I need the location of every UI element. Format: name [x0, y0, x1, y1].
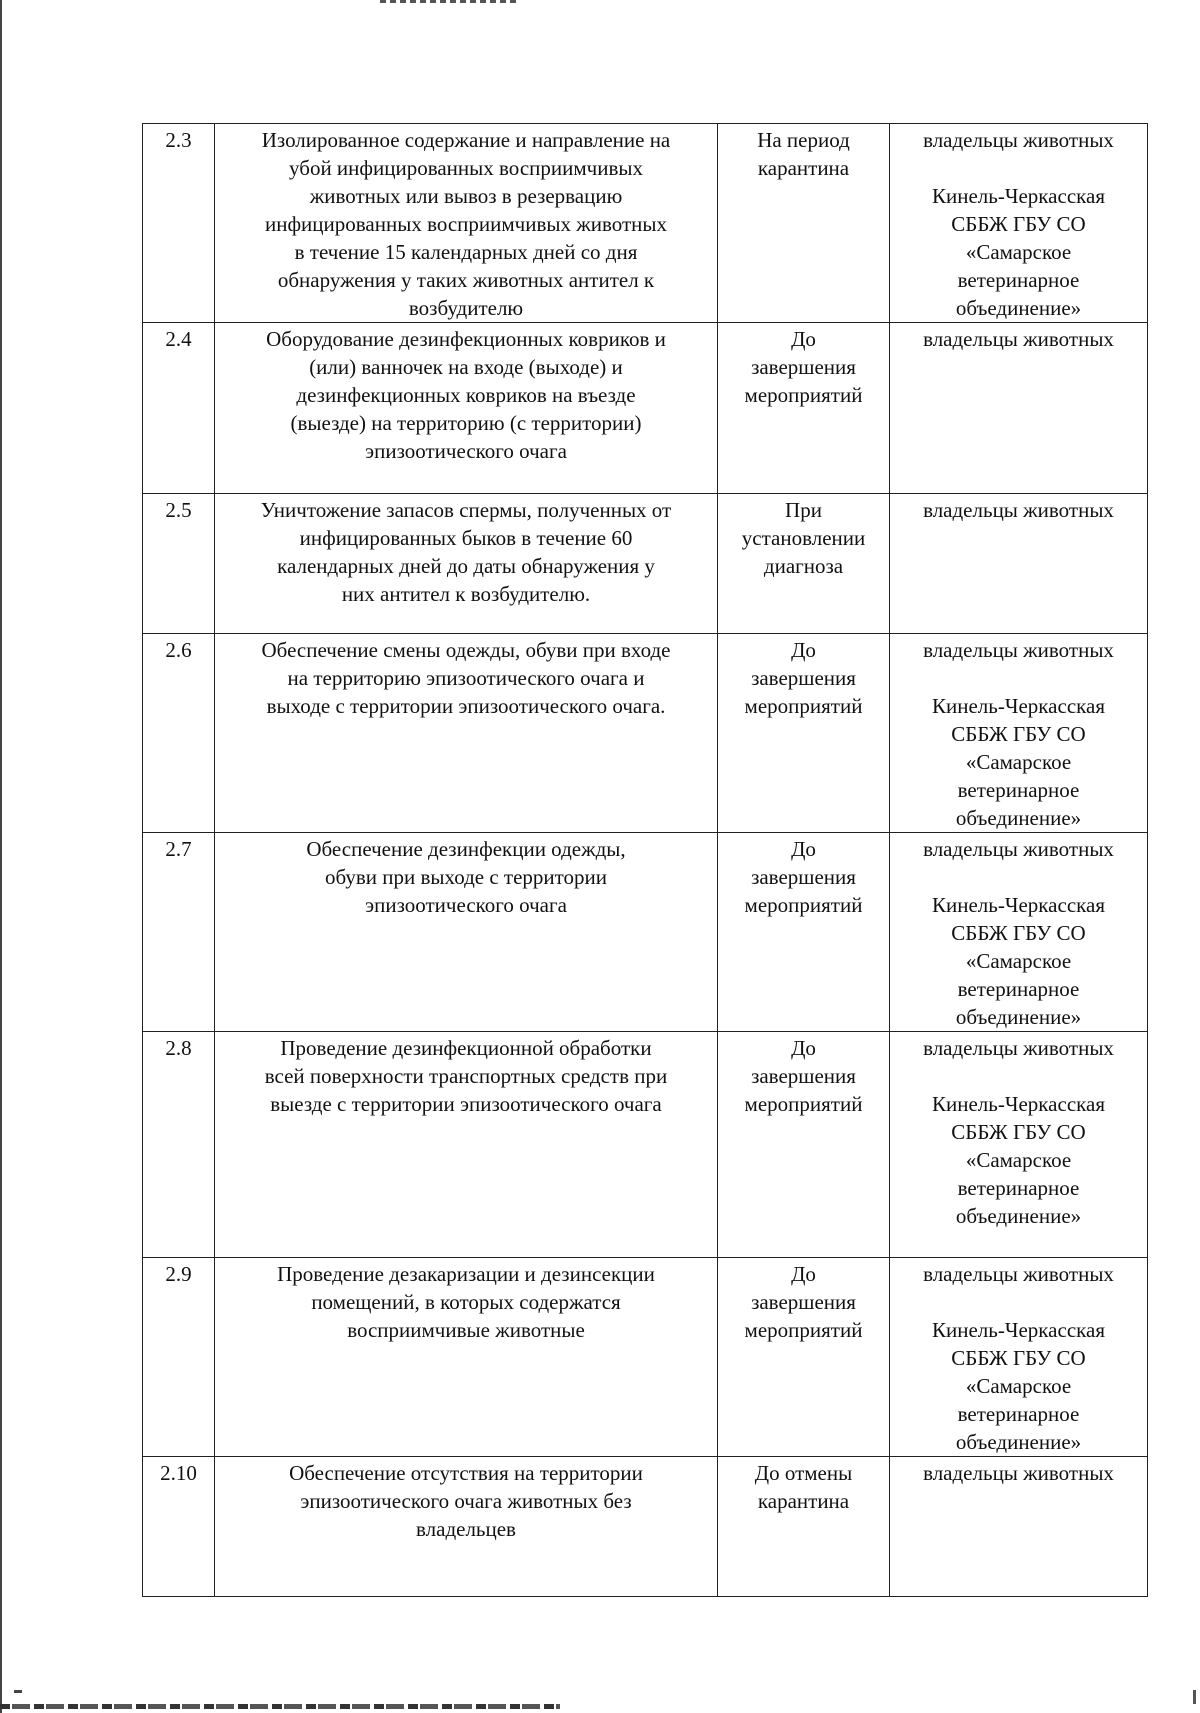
cell-text-line: в течение 15 календарных дней со дня [294, 240, 638, 264]
measure-description [215, 1258, 718, 1457]
cell-text-line: мероприятий [744, 694, 863, 718]
organization-line: объединение» [955, 1005, 1082, 1029]
row-number: 2.8 [143, 1032, 215, 1258]
cell-text-line: владельцы животных [923, 638, 1114, 662]
organization-line: объединение» [955, 806, 1082, 830]
cell-text-line: владельцы животных [923, 1262, 1114, 1286]
measure-description [215, 1457, 718, 1597]
cell-text-line: календарных дней до даты обнаружения у [277, 554, 655, 578]
measure-period [718, 1258, 890, 1457]
organization-line: СББЖ ГБУ СО [951, 1120, 1086, 1144]
organization-line: ветеринарное [957, 1176, 1080, 1200]
organization-line: «Самарское [965, 949, 1072, 973]
organization-line: «Самарское [965, 750, 1072, 774]
cell-text-line: помещений, в которых содержатся [311, 1290, 621, 1314]
cell-text-line: эпизоотического очага [365, 439, 567, 463]
cell-text-line: До [791, 1036, 816, 1060]
cell-text-line: обуви при выходе с территории [324, 865, 608, 889]
responsible-parties [890, 833, 1148, 1032]
scan-artifact-top [380, 0, 520, 3]
cell-text-line: Обеспечение смены одежды, обуви при входе [261, 638, 671, 662]
cell-text-line: всей поверхности транспортных средств при [264, 1064, 668, 1088]
cell-text-line: До отмены [754, 1461, 853, 1485]
organization-line: Кинель-Черкасская [931, 184, 1106, 208]
cell-text-line: Изолированное содержание и направление на [261, 128, 671, 152]
cell-text-line: До [791, 638, 816, 662]
line-gap [896, 154, 1141, 182]
cell-text-line: завершения [751, 666, 856, 690]
responsible-parties [890, 1457, 1148, 1597]
cell-text-line: (или) ванночек на входе (выходе) и [309, 355, 623, 379]
responsible-parties [890, 1258, 1148, 1457]
cell-text-line: эпизоотического очага [365, 893, 567, 917]
row-number: 2.7 [143, 833, 215, 1032]
organization-line: объединение» [955, 1430, 1082, 1454]
cell-text-line: При [785, 498, 822, 522]
table-row [143, 1457, 1148, 1597]
table-row [143, 833, 1148, 1032]
organization-line: СББЖ ГБУ СО [951, 1346, 1086, 1370]
line-gap [896, 1062, 1141, 1090]
measure-description [215, 833, 718, 1032]
cell-text-line: мероприятий [744, 1092, 863, 1116]
cell-text-line: обнаружения у таких животных антител к [277, 268, 655, 292]
line-gap [896, 863, 1141, 891]
measure-period [718, 1032, 890, 1258]
scan-artifact-left [14, 1690, 22, 1693]
cell-text-line: на территорию эпизоотического очага и [287, 666, 645, 690]
cell-text-line: владельцы животных [923, 128, 1114, 152]
measure-period [718, 634, 890, 833]
responsible-parties [890, 634, 1148, 833]
cell-text-line: Проведение дезинфекционной обработки [280, 1036, 652, 1060]
cell-text-line: инфицированных восприимчивых животных [264, 212, 668, 236]
cell-text-line: них антител к возбудителю. [341, 582, 591, 606]
organization-line: ветеринарное [957, 977, 1080, 1001]
cell-text-line: завершения [751, 865, 856, 889]
row-number: 2.9 [143, 1258, 215, 1457]
cell-text-line: эпизоотического очага животных без [300, 1489, 632, 1513]
cell-text-line: завершения [751, 1290, 856, 1314]
cell-text-line: убой инфицированных восприимчивых [289, 156, 643, 180]
row-number: 2.10 [143, 1457, 215, 1597]
cell-text-line: выезде с территории эпизоотического очага [270, 1092, 662, 1116]
measure-period [718, 1457, 890, 1597]
cell-text-line: До [791, 837, 816, 861]
responsible-parties [890, 1032, 1148, 1258]
scan-edge [0, 0, 2, 1713]
organization-line: объединение» [955, 296, 1082, 320]
row-number: 2.6 [143, 634, 215, 833]
organization-line: «Самарское [965, 1374, 1072, 1398]
organization-line: ветеринарное [957, 268, 1080, 292]
organization-line: СББЖ ГБУ СО [951, 212, 1086, 236]
scan-artifact-right [1193, 1690, 1196, 1704]
cell-text-line: Оборудование дезинфекционных ковриков и [266, 327, 666, 351]
cell-text-line: мероприятий [744, 893, 863, 917]
measures-table-body [143, 124, 1148, 1597]
table-row [143, 1258, 1148, 1457]
cell-text-line: До [791, 1262, 816, 1286]
cell-text-line: завершения [751, 1064, 856, 1088]
cell-text-line: На период [757, 128, 850, 152]
scan-artifact-bottom [0, 1704, 560, 1709]
measure-period [718, 323, 890, 494]
table-row [143, 1032, 1148, 1258]
measure-description [215, 634, 718, 833]
row-number: 2.3 [143, 124, 215, 323]
cell-text-line: До [791, 327, 816, 351]
line-gap [896, 664, 1141, 692]
cell-text-line: диагноза [763, 554, 844, 578]
organization-line: СББЖ ГБУ СО [951, 921, 1086, 945]
measure-description [215, 124, 718, 323]
table-row [143, 323, 1148, 494]
responsible-parties [890, 494, 1148, 634]
cell-text-line: завершения [751, 355, 856, 379]
cell-text-line: владельцы животных [923, 1461, 1114, 1485]
table-row [143, 634, 1148, 833]
measure-description [215, 1032, 718, 1258]
organization-line: Кинель-Черкасская [931, 1318, 1106, 1342]
organization-line: СББЖ ГБУ СО [951, 722, 1086, 746]
cell-text-line: (выезде) на территорию (с территории) [290, 411, 642, 435]
cell-text-line: карантина [757, 156, 850, 180]
cell-text-line: карантина [757, 1489, 850, 1513]
cell-text-line: владельцы животных [923, 498, 1114, 522]
cell-text-line: мероприятий [744, 1318, 863, 1342]
cell-text-line: Обеспечение дезинфекции одежды, [306, 837, 626, 861]
measure-period [718, 124, 890, 323]
cell-text-line: Проведение дезакаризации и дезинсекции [277, 1262, 655, 1286]
responsible-parties [890, 323, 1148, 494]
cell-text-line: Уничтожение запасов спермы, полученных от [260, 498, 672, 522]
row-number: 2.4 [143, 323, 215, 494]
row-number: 2.5 [143, 494, 215, 634]
measure-period [718, 833, 890, 1032]
organization-line: объединение» [955, 1204, 1082, 1228]
cell-text-line: владельцы животных [923, 837, 1114, 861]
cell-text-line: выходе с территории эпизоотического очага. [266, 694, 666, 718]
cell-text-line: животных или вывоз в резервацию [309, 184, 623, 208]
measures-table [142, 123, 1148, 1597]
cell-text-line: Обеспечение отсутствия на территории [289, 1461, 643, 1485]
responsible-parties [890, 124, 1148, 323]
line-gap [896, 1288, 1141, 1316]
cell-text-line: владельцы животных [923, 1036, 1114, 1060]
measure-description [215, 323, 718, 494]
cell-text-line: мероприятий [744, 383, 863, 407]
organization-line: ветеринарное [957, 1402, 1080, 1426]
cell-text-line: установлении [741, 526, 866, 550]
cell-text-line: восприимчивые животные [347, 1318, 585, 1342]
cell-text-line: возбудителю [408, 296, 524, 320]
cell-text-line: инфицированных быков в течение 60 [299, 526, 633, 550]
measure-description [215, 494, 718, 634]
cell-text-line: дезинфекционных ковриков на въезде [296, 383, 636, 407]
cell-text-line: владельцев [416, 1517, 516, 1541]
organization-line: «Самарское [965, 1148, 1072, 1172]
organization-line: Кинель-Черкасская [931, 893, 1106, 917]
organization-line: ветеринарное [957, 778, 1080, 802]
table-row [143, 494, 1148, 634]
cell-text-line: владельцы животных [923, 327, 1114, 351]
organization-line: «Самарское [965, 240, 1072, 264]
table-row [143, 124, 1148, 323]
organization-line: Кинель-Черкасская [931, 694, 1106, 718]
measure-period [718, 494, 890, 634]
organization-line: Кинель-Черкасская [931, 1092, 1106, 1116]
